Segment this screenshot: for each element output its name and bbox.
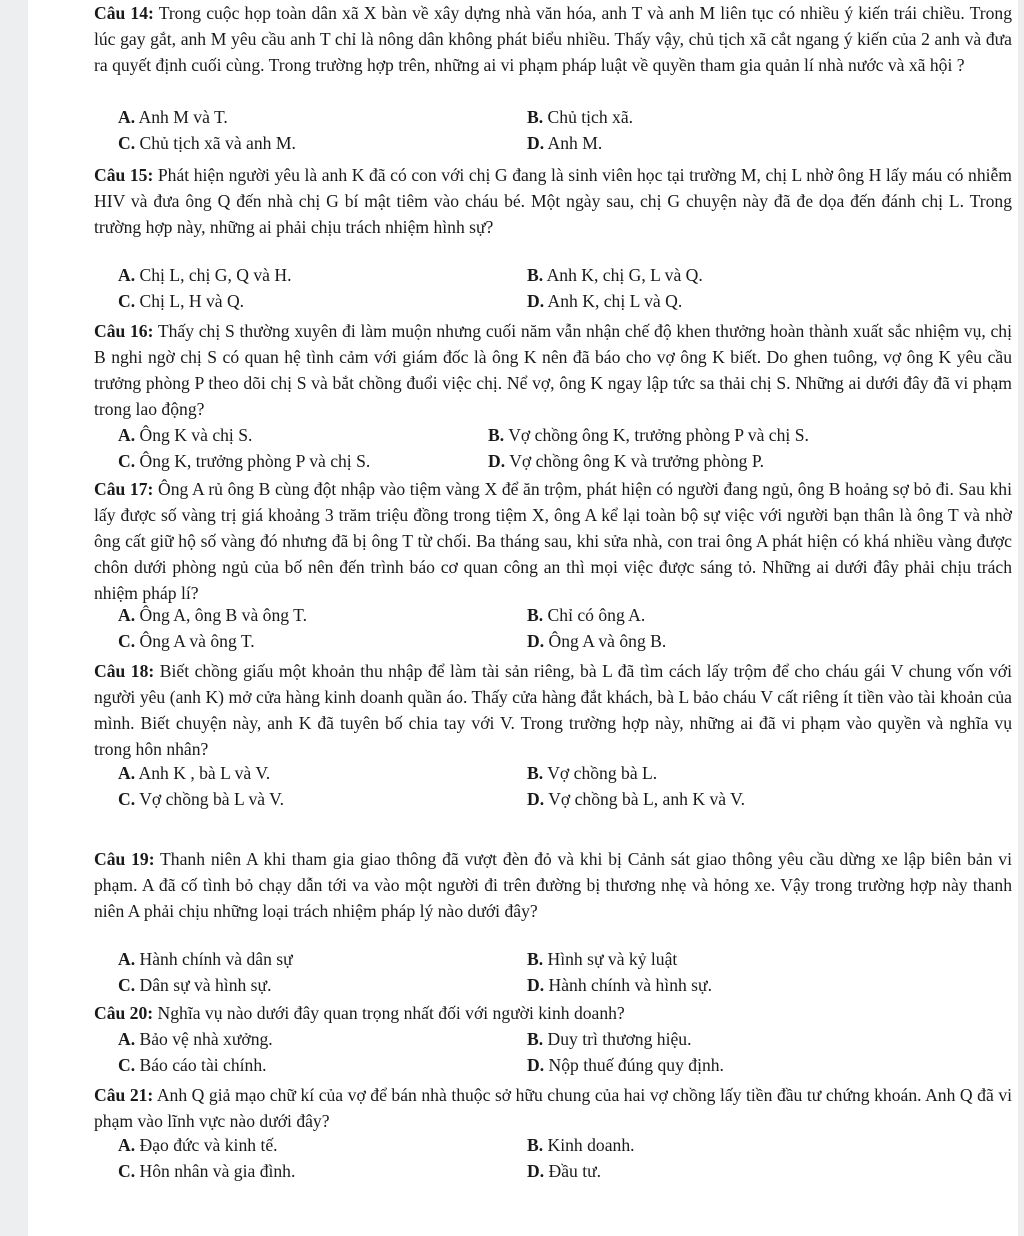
question-label: Câu 16: xyxy=(94,321,154,341)
option-a: A. Ông A, ông B và ông T. xyxy=(118,605,307,625)
question-label: Câu 18: xyxy=(94,661,155,681)
question-16 xyxy=(94,318,1012,422)
option-b: B. Vợ chồng bà L. xyxy=(527,763,658,783)
question-text: Trong cuộc họp toàn dân xã X bàn về xây dựng nhà văn hóa, anh T và anh M liên tục có nhiều ý kiến trái chiều. Trong lúc gay gắt, anh M yêu cầu anh T chỉ là nông dân không phát biểu nhiều. Thấy vậy, chủ tịch xã cắt ngang ý kiến của 2 anh và đưa ra quyết định cuối cùng. Trong trường hợp trên, những ai vi phạm pháp luật về quyền tham gia quản lí nhà nước và xã hội ? xyxy=(94,3,1012,75)
option-a: A. Anh M và T. xyxy=(118,107,228,127)
option-c: C. Vợ chồng bà L và V. xyxy=(118,789,285,809)
option-c: C. Ông K, trưởng phòng P và chị S. xyxy=(118,451,371,471)
question-text: Nghĩa vụ nào dưới đây quan trọng nhất đối với người kinh doanh? xyxy=(153,1003,625,1023)
question-text: Ông A rủ ông B cùng đột nhập vào tiệm vàng X để ăn trộm, phát hiện có người đang ngủ, ông B hoảng sợ bỏ đi. Sau khi lấy được số vàng trị giá khoảng 3 trăm triệu đồng trong tiệm X, ông A kể lại toàn bộ sự việc với người bạn thân là ông T và nhờ ông cất giữ hộ số vàng đó nhưng đã bị ông T từ chối. Ba tháng sau, khi sửa nhà, con trai ông A phát hiện có khá nhiều vàng được chôn dưới phòng ngủ của bố nên đến trình báo cơ quan công an thì mọi việc được sáng tỏ. Những ai dưới đây phải chịu trách nhiệm pháp lí? xyxy=(94,479,1012,603)
option-a: A. Chị L, chị G, Q và H. xyxy=(118,265,292,285)
option-b: B. Chỉ có ông A. xyxy=(527,605,646,625)
option-a: A. Ông K và chị S. xyxy=(118,425,253,445)
option-c: C. Chị L, H và Q. xyxy=(118,291,245,311)
question-label: Câu 14: xyxy=(94,3,154,23)
question-18 xyxy=(94,658,1012,762)
question-label: Câu 20: xyxy=(94,1003,154,1023)
option-c: C. Dân sự và hình sự. xyxy=(118,975,272,995)
option-d: D. Vợ chồng bà L, anh K và V. xyxy=(527,789,745,809)
question-text: Phát hiện người yêu là anh K đã có con với chị G đang là sinh viên học tại trường M, chị L nhờ ông H lấy máu có nhiễm HIV và đưa ông Q đến nhà chị G bí mật tiêm vào cháu bé. Một ngày sau, chị G chuyện này đã đe dọa đến đánh chị L. Trong trường hợp này, những ai phải chịu trách nhiệm hình sự? xyxy=(94,165,1012,237)
option-b: B. Chủ tịch xã. xyxy=(527,107,634,127)
question-20 xyxy=(94,1000,1012,1026)
option-b: B. Kinh doanh. xyxy=(527,1135,635,1155)
question-21 xyxy=(94,1082,1012,1134)
question-label: Câu 17: xyxy=(94,479,154,499)
option-c: C. Ông A và ông T. xyxy=(118,631,255,651)
question-text: Thấy chị S thường xuyên đi làm muộn nhưng cuối năm vẫn nhận chế độ khen thưởng hoàn thành xuất sắc nhiệm vụ, chị B nghi ngờ chị S có quan hệ tình cảm với giám đốc là ông K nên đã báo cho vợ ông K biết. Do ghen tuông, vợ ông K yêu cầu trưởng phòng P theo dõi chị S và bắt chồng đuổi việc chị. Nể vợ, ông K ngay lập tức sa thải chị S. Những ai dưới đây đã vi phạm trong lao động? xyxy=(94,321,1012,419)
option-a: A. Đạo đức và kinh tế. xyxy=(118,1135,278,1155)
option-d: D. Anh M. xyxy=(527,133,603,153)
question-text: Thanh niên A khi tham gia giao thông đã vượt đèn đỏ và khi bị Cảnh sát giao thông yêu cầu dừng xe lập biên bản vi phạm. A đã cố tình bỏ chạy dẫn tới va vào một người đi trên đường bị thương nhẹ và hỏng xe. Vậy trong trường hợp này thanh niên A phải chịu những loại trách nhiệm pháp lý nào dưới đây? xyxy=(94,849,1012,921)
question-label: Câu 21: xyxy=(94,1085,154,1105)
question-15 xyxy=(94,162,1012,240)
option-d: D. Đầu tư. xyxy=(527,1161,602,1181)
option-d: D. Vợ chồng ông K và trưởng phòng P. xyxy=(488,451,765,471)
question-label: Câu 19: xyxy=(94,849,155,869)
question-14 xyxy=(94,0,1012,78)
option-b: B. Hình sự và kỷ luật xyxy=(527,949,678,969)
question-17 xyxy=(94,476,1012,606)
question-text: Biết chồng giấu một khoản thu nhập để làm tài sản riêng, bà L đã tìm cách lấy trộm để cho cháu gái V chung vốn với người yêu (anh K) mở cửa hàng kinh doanh quần áo. Thấy cửa hàng đắt khách, bà L bảo cháu V cất riêng ít tiền vào tài khoản của mình. Biết chuyện này, anh K đã tuyên bố chia tay với V. Trong trường hợp này, những ai đã vi phạm vào quyền và nghĩa vụ trong hôn nhân? xyxy=(94,661,1013,759)
question-label: Câu 15: xyxy=(94,165,154,185)
option-c: C. Chủ tịch xã và anh M. xyxy=(118,133,296,153)
option-b: B. Vợ chồng ông K, trưởng phòng P và chị S. xyxy=(488,425,809,445)
option-a: A. Bảo vệ nhà xưởng. xyxy=(118,1029,273,1049)
option-b: B. Anh K, chị G, L và Q. xyxy=(527,265,703,285)
option-b: B. Duy trì thương hiệu. xyxy=(527,1029,692,1049)
option-c: C. Hôn nhân và gia đình. xyxy=(118,1161,296,1181)
option-d: D. Nộp thuế đúng quy định. xyxy=(527,1055,724,1075)
option-d: D. Hành chính và hình sự. xyxy=(527,975,712,995)
option-a: A. Anh K , bà L và V. xyxy=(118,763,271,783)
option-d: D. Ông A và ông B. xyxy=(527,631,667,651)
option-d: D. Anh K, chị L và Q. xyxy=(527,291,683,311)
option-c: C. Báo cáo tài chính. xyxy=(118,1055,267,1075)
question-19 xyxy=(94,846,1012,924)
option-a: A. Hành chính và dân sự xyxy=(118,949,293,969)
question-text: Anh Q giả mạo chữ kí của vợ để bán nhà thuộc sở hữu chung của hai vợ chồng lấy tiền đầu tư chứng khoán. Anh Q đã vi phạm vào lĩnh vực nào dưới đây? xyxy=(94,1085,1012,1131)
